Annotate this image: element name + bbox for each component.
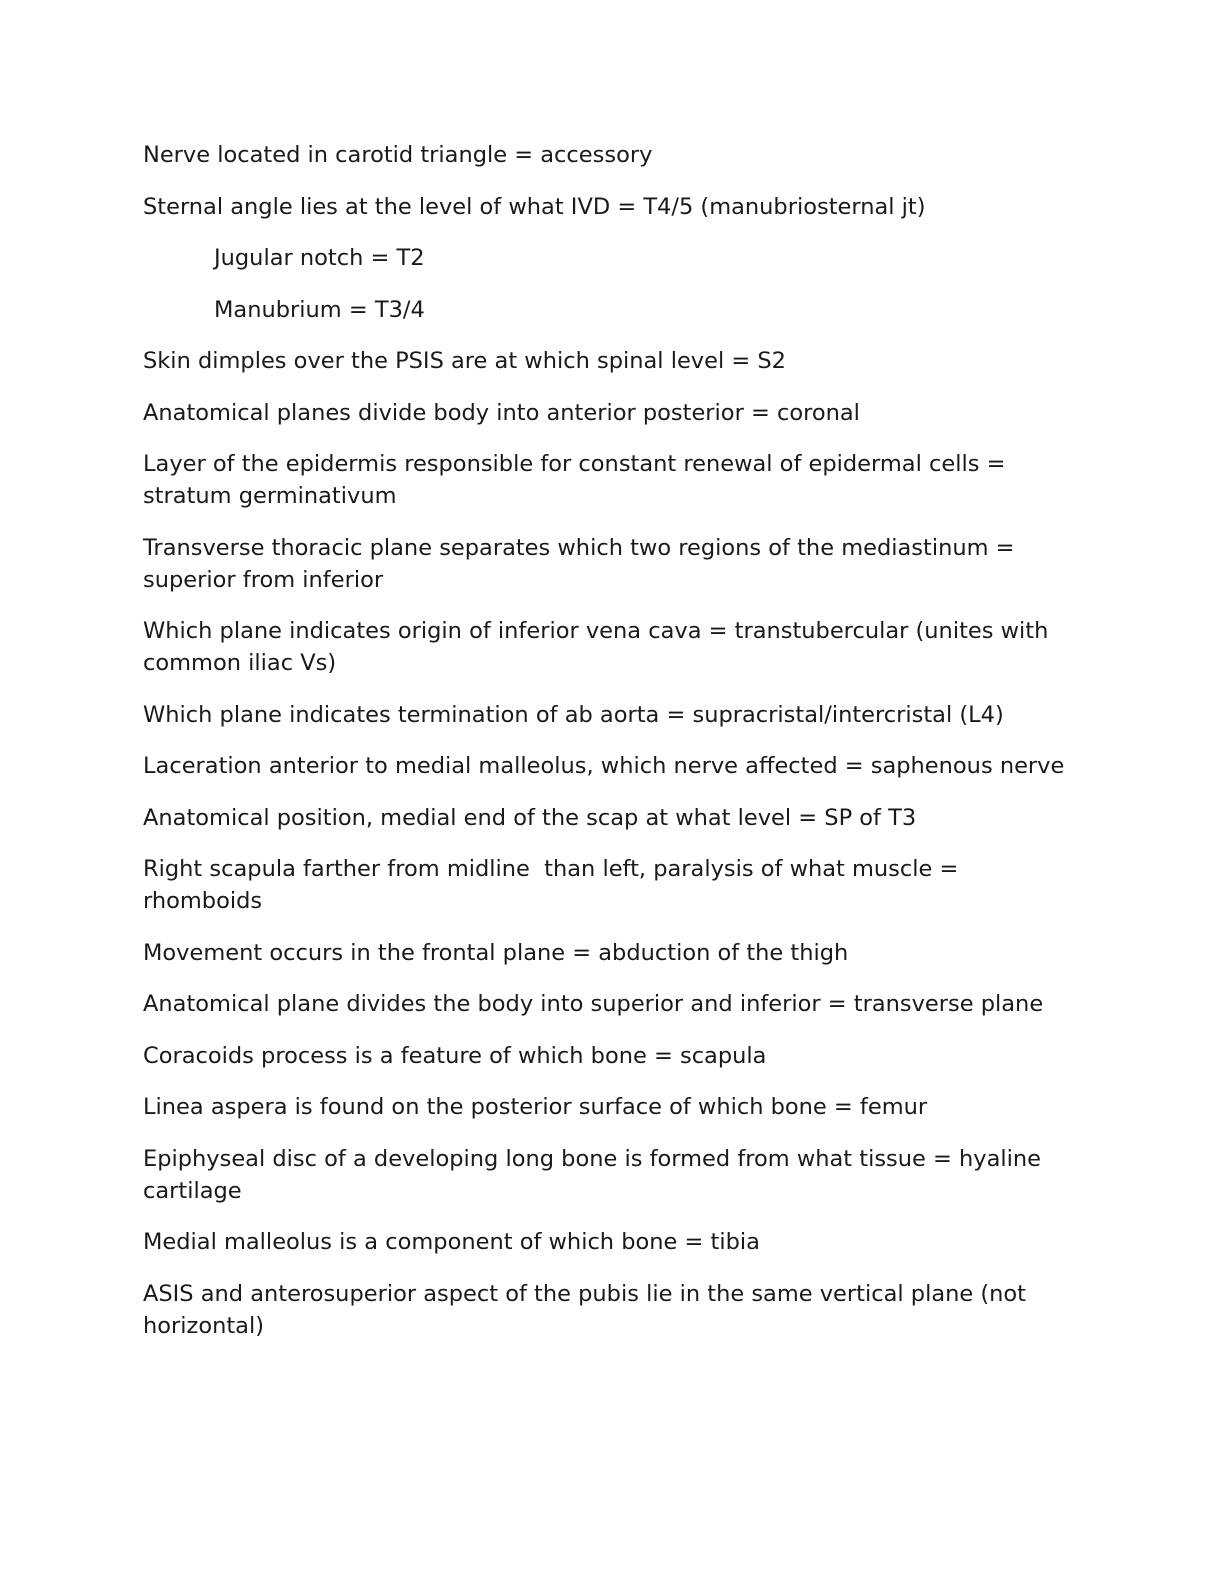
note-line: Epiphyseal disc of a developing long bone is formed from what tissue = hyaline cartilage bbox=[143, 1145, 1049, 1204]
note-line: Medial malleolus is a component of which bone = tibia bbox=[143, 1229, 760, 1255]
note-line: Coracoids process is a feature of which bone = scapula bbox=[143, 1042, 767, 1069]
note-line: Which plane indicates termination of ab aorta = supracristal/intercristal (L4) bbox=[143, 701, 1004, 728]
note-line: Anatomical plane divides the body into superior and inferior = transverse plane bbox=[143, 991, 1044, 1017]
note-line: Sternal angle lies at the level of what IVD = T4/5 (manubriosternal jt) bbox=[143, 193, 926, 220]
note-line: Anatomical planes divide body into anterior posterior = coronal bbox=[143, 399, 860, 426]
note-line: Movement occurs in the frontal plane = abduction of the thigh bbox=[143, 939, 849, 966]
note-line: Right scapula farther from midline than left, paralysis of what muscle = rhomboids bbox=[143, 856, 966, 914]
note-line: Linea aspera is found on the posterior surface of which bone = femur bbox=[143, 1094, 928, 1120]
document-body bbox=[143, 139, 1083, 1361]
note-line: Layer of the epidermis responsible for constant renewal of epidermal cells = stratum germinativum bbox=[143, 451, 1013, 509]
note-subline: Manubrium = T3/4 bbox=[214, 296, 425, 323]
note-line: Nerve located in carotid triangle = accessory bbox=[143, 142, 653, 168]
note-line: Laceration anterior to medial malleolus, which nerve affected = saphenous nerve bbox=[143, 753, 1065, 779]
note-line: ASIS and anterosuperior aspect of the pubis lie in the same vertical plane (not horizontal) bbox=[143, 1280, 1034, 1339]
note-line: Which plane indicates origin of inferior vena cava = transtubercular (unites with common iliac Vs) bbox=[143, 618, 1056, 676]
note-subline: Jugular notch = T2 bbox=[214, 245, 425, 271]
note-line: Skin dimples over the PSIS are at which spinal level = S2 bbox=[143, 348, 786, 374]
note-line: Transverse thoracic plane separates which two regions of the mediastinum = superior from inferior bbox=[143, 534, 1022, 593]
note-line: Anatomical position, medial end of the scap at what level = SP of T3 bbox=[143, 804, 917, 831]
